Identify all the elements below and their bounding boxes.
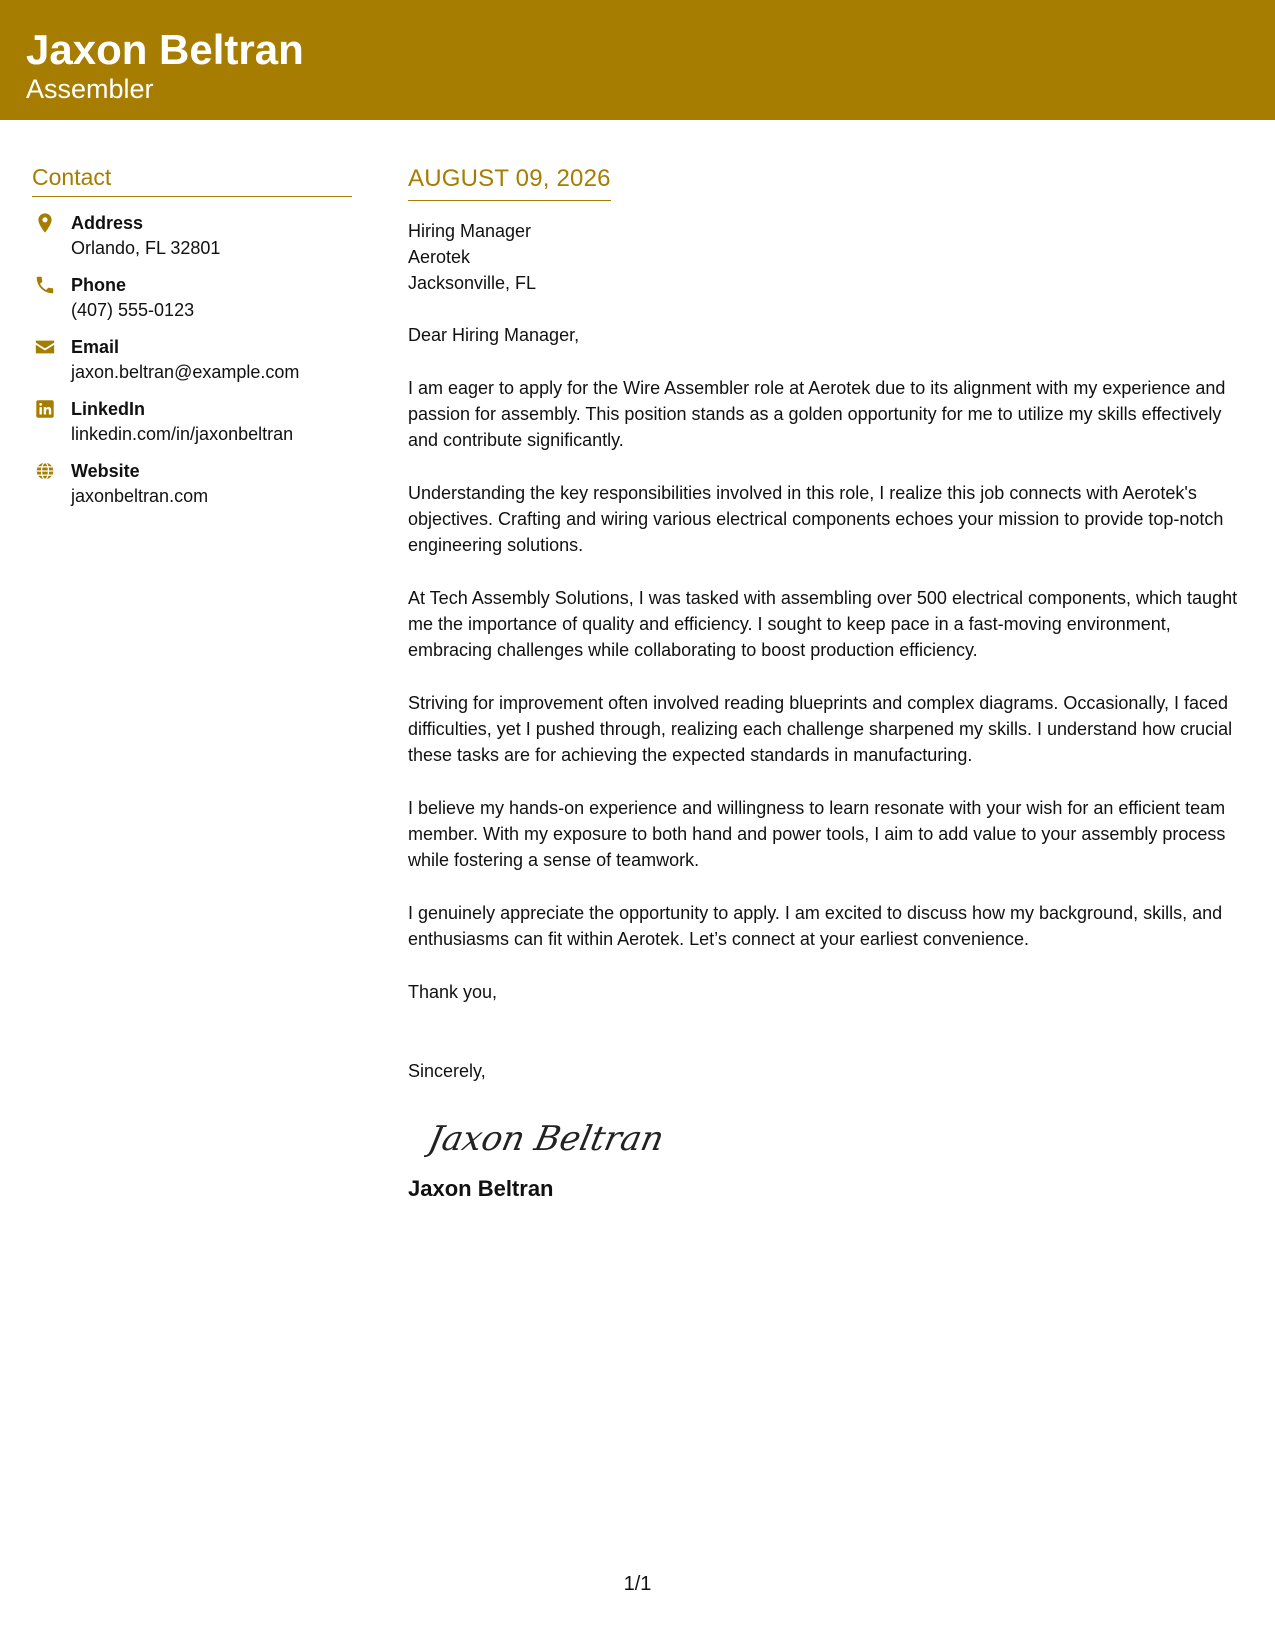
contact-label: Email	[71, 337, 120, 357]
contact-label: Phone	[71, 275, 127, 295]
letter-date: AUGUST 09, 2026	[408, 163, 611, 201]
signed-name: Jaxon Beltran	[408, 1176, 554, 1201]
letter-paragraph: I believe my hands-on experience and willingness to learn resonate with your wish for an efficient team member. With my exposure to both hand and power tools, I aim to add value to your assembly process while fostering a sense of teamwork.	[408, 798, 1226, 870]
page-number: 1/1	[623, 1573, 652, 1595]
contact-value: (407) 555-0123	[71, 300, 195, 320]
contact-label: LinkedIn	[71, 399, 146, 419]
applicant-role: Assembler	[26, 74, 154, 104]
closing-line: Thank you,	[408, 982, 498, 1002]
contact-section-title: Contact	[32, 162, 352, 197]
signature-image	[424, 1106, 664, 1166]
map-pin-icon	[34, 212, 56, 234]
letter-paragraph: I am eager to apply for the Wire Assembler role at Aerotek due to its alignment with my experience and passion for assembly. This position stands as a golden opportunity for me to utilize my skills effectively and contribute significantly.	[408, 378, 1226, 450]
header-banner	[0, 0, 1275, 120]
contact-item-website	[32, 459, 352, 509]
letter-paragraph: Striving for improvement often involved reading blueprints and complex diagrams. Occasionally, I faced difficulties, yet I pushed through, realizing each challenge sharpened my skills. I understand how crucial these tasks are for achieving the expected standards in manufacturing.	[408, 693, 1233, 765]
phone-icon	[34, 274, 56, 296]
globe-icon	[34, 460, 56, 482]
contact-sidebar	[32, 162, 352, 521]
contact-label: Address	[71, 213, 144, 233]
envelope-icon	[34, 336, 56, 358]
recipient-location: Jacksonville, FL	[408, 273, 537, 293]
contact-item-phone	[32, 273, 352, 323]
contact-item-linkedin	[32, 397, 352, 447]
contact-item-email	[32, 335, 352, 385]
salutation: Dear Hiring Manager,	[408, 325, 580, 345]
letter-paragraph: I genuinely appreciate the opportunity to apply. I am excited to discuss how my background, skills, and enthusiasms can fit within Aerotek. Let’s connect at your earliest convenience.	[408, 903, 1223, 949]
letter-body	[408, 163, 1243, 1204]
recipient-block	[408, 218, 1243, 296]
signature-text: Jaxon Beltran	[424, 1119, 664, 1159]
letter-paragraph: Understanding the key responsibilities involved in this role, I realize this job connects with Aerotek's objectives. Crafting and wiring various electrical components echoes your mission to provide top-notch engineering solutions.	[408, 483, 1224, 555]
contact-value: Orlando, FL 32801	[71, 238, 221, 258]
contact-label: Website	[71, 461, 140, 481]
linkedin-icon	[34, 398, 56, 420]
contact-value: jaxon.beltran@example.com	[71, 362, 300, 382]
contact-item-address	[32, 211, 352, 261]
letter-paragraph: At Tech Assembly Solutions, I was tasked with assembling over 500 electrical components, which taught me the importance of quality and efficiency. I sought to keep pace in a fast-moving environment, embracing challenges while collaborating to boost production efficiency.	[408, 588, 1238, 660]
signoff-line: Sincerely,	[408, 1061, 486, 1081]
contact-value: linkedin.com/in/jaxonbeltran	[71, 424, 294, 444]
recipient-company: Aerotek	[408, 247, 471, 267]
recipient-title: Hiring Manager	[408, 221, 532, 241]
contact-value: jaxonbeltran.com	[71, 486, 209, 506]
applicant-name: Jaxon Beltran	[26, 26, 304, 73]
